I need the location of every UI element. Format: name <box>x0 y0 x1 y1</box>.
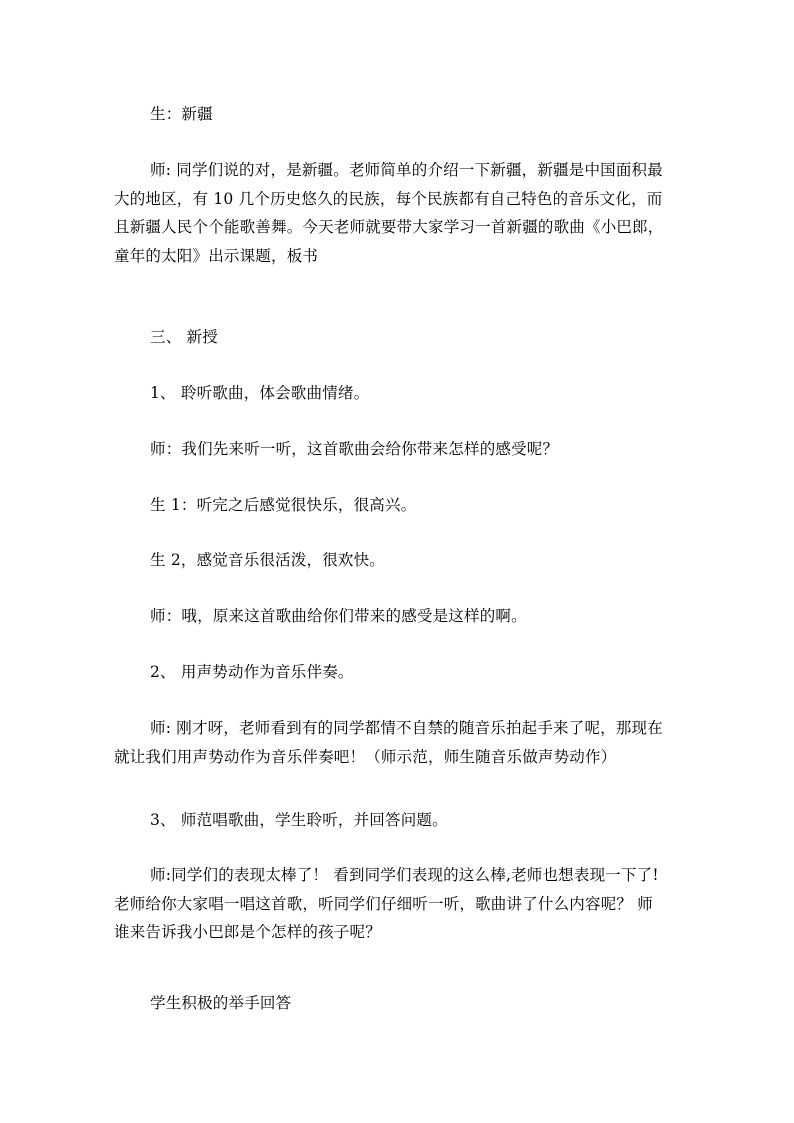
paragraph-teacher-response <box>150 602 680 631</box>
text-line: 1、 聆听歌曲，体会歌曲情绪。 <box>150 384 370 402</box>
text-line: 就让我们用声势动作为音乐伴奏吧！（师示范，师生随音乐做声势动作） <box>114 747 617 766</box>
text-line: 生：新疆 <box>150 105 213 123</box>
text-line: 生 2，感觉音乐很活泼，很欢快。 <box>150 551 385 569</box>
text-line: 且新疆人民个个能歌善舞。今天老师就要带大家学习一首新疆的歌曲《小巴郎， <box>114 218 664 236</box>
step-1-heading <box>150 379 680 408</box>
text-line: 2、 用声势动作为音乐伴奏。 <box>150 663 354 681</box>
text-line: 师：哦，原来这首歌曲给你们带来的感受是这样的啊。 <box>150 607 527 625</box>
text-line: 大的地区，有 10 几个历史悠久的民族，每个民族都有自己特色的音乐文化，而 <box>114 189 663 208</box>
paragraph-students-raise-hands <box>150 989 680 1018</box>
paragraph-teacher-question <box>150 435 680 464</box>
text-line: 学生积极的举手回答 <box>150 994 292 1012</box>
paragraph-teacher-sing-demo <box>114 861 680 947</box>
step-3-heading <box>150 806 680 835</box>
text-line: 师: 刚才呀，老师看到有的同学都情不自禁的随音乐拍起手来了呢，那现在 <box>150 719 663 737</box>
text-line: 生 1：听完之后感觉很快乐，很高兴。 <box>150 496 417 514</box>
text-line: 谁来告诉我小巴郎是个怎样的孩子呢？ <box>114 923 381 941</box>
step-2-heading <box>150 658 680 687</box>
text-line: 3、 师范唱歌曲，学生聆听，并回答问题。 <box>150 811 448 829</box>
text-line: 师:同学们的表现太棒了！ 看到同学们表现的这么棒,老师也想表现一下了! <box>150 866 659 884</box>
text-line: 童年的太阳》出示课题，板书 <box>114 246 319 265</box>
paragraph-student-answer-xinjiang <box>150 100 680 129</box>
text-line: 师：我们先来听一听，这首歌曲会给你带来怎样的感受呢？ <box>150 440 559 458</box>
section-heading-new-lesson <box>150 323 680 352</box>
paragraph-student-2-answer <box>150 546 680 575</box>
paragraph-teacher-intro-xinjiang <box>114 156 680 270</box>
paragraph-teacher-body-percussion <box>114 714 680 771</box>
text-line: 老师给你大家唱一唱这首歌，听同学们仔细听一听，歌曲讲了什么内容呢？ 师 <box>114 894 653 913</box>
text-line: 三、 新授 <box>150 328 218 346</box>
paragraph-student-1-answer <box>150 491 680 520</box>
text-line: 师: 同学们说的对，是新疆。老师简单的介绍一下新疆，新疆是中国面积最 <box>150 161 663 179</box>
